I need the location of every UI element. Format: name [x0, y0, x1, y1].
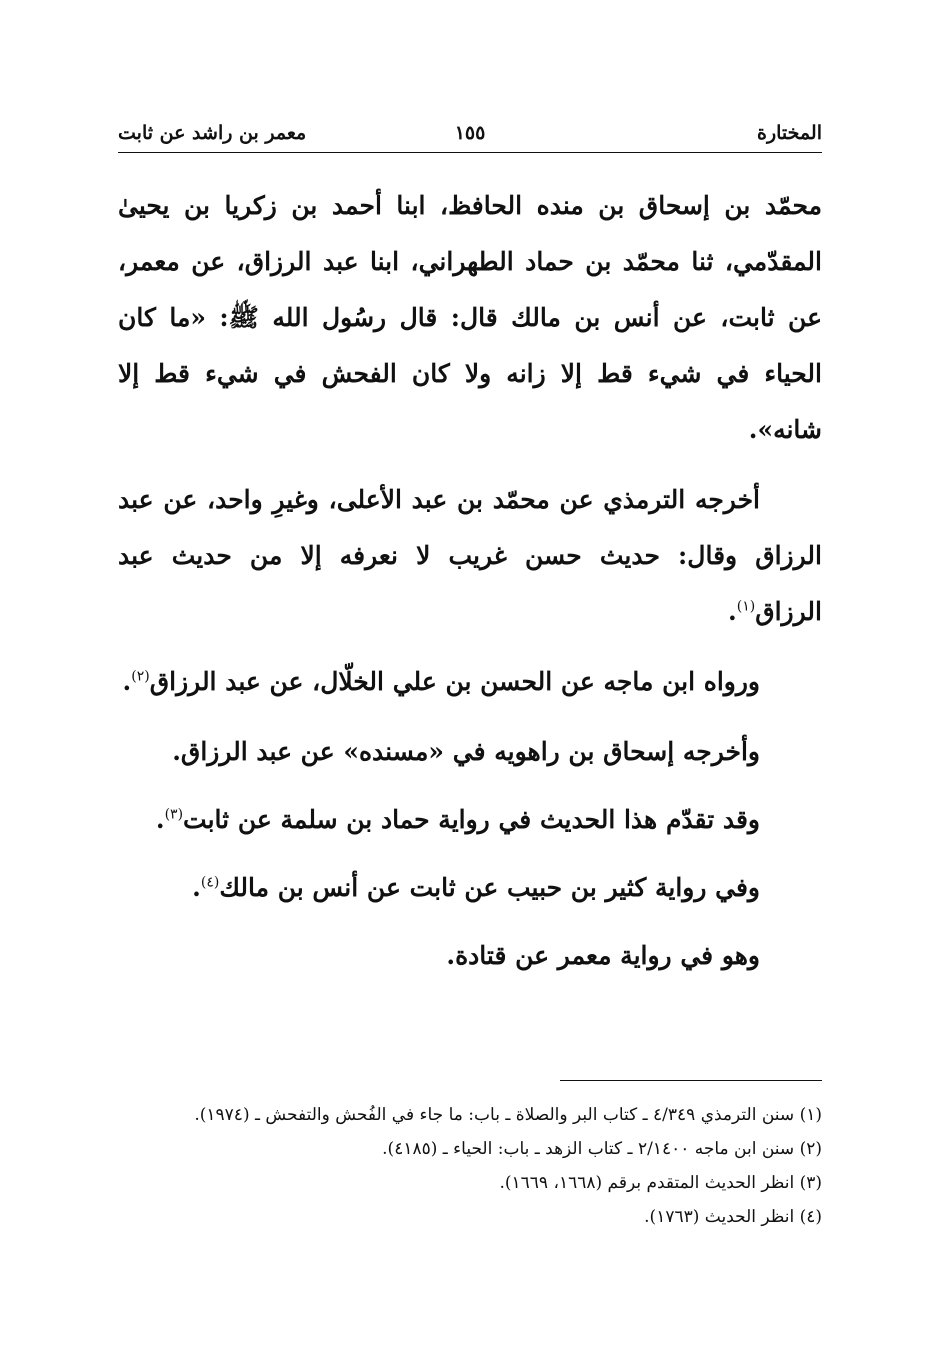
paragraph-text: وقد تقدّم هذا الحديث في رواية حماد بن سلمة عن ثابت: [183, 805, 760, 834]
paragraph-ibn-majah: [118, 654, 822, 710]
footnote-divider: [560, 1080, 822, 1081]
header-book-title: المختارة: [757, 122, 822, 144]
footnote-ref[interactable]: (٢): [131, 668, 150, 685]
paragraph-isnad: محمّد بن إسحاق بن منده الحافظ، ابنا أحمد بن زكريا بن يحيىٰ المقدّمي، ثنا محمّد بن حماد الطهراني، ابنا عبد الرزاق، عن معمر، عن ثابت، عن أنس بن مالك قال: قال رسُول الله ﷺ: «ما كان الحياء في شيء قط إلا زانه ولا كان الفحش في شيء قط إلا شانه».: [118, 191, 822, 444]
page-number: ١٥٥: [454, 122, 486, 144]
paragraph-end: .: [192, 873, 201, 902]
footnote-item: (١) سنن الترمذي ٤/٣٤٩ ـ كتاب البر والصلاة ـ باب: ما جاء في الفُحش والتفحش ـ (١٩٧٤).: [194, 1105, 822, 1125]
paragraph-end: .: [155, 805, 165, 834]
footnote-ref[interactable]: (١): [736, 598, 756, 615]
paragraph-tirmidhi: [118, 472, 822, 640]
paragraph-hammad: [118, 792, 760, 848]
footnote-item: (٣) انظر الحديث المتقدم برقم (١٦٦٨، ١٦٦٩).: [499, 1173, 822, 1193]
footnote-item: (٤) انظر الحديث (١٧٦٣).: [644, 1207, 822, 1227]
running-header: [118, 118, 822, 153]
paragraph-ibn-rahwayh: وأخرجه إسحاق بن راهويه في «مسنده» عن عبد الرزاق.: [172, 737, 760, 766]
main-text: [118, 178, 822, 996]
paragraph-qatada: وهو في رواية معمر عن قتادة.: [446, 941, 760, 970]
paragraph-end: .: [122, 667, 132, 696]
paragraph-end: .: [728, 597, 737, 626]
footnote-item: (٢) سنن ابن ماجه ٢/١٤٠٠ ـ كتاب الزهد ـ باب: الحياء ـ (٤١٨٥).: [382, 1139, 822, 1159]
paragraph-kathir: [118, 860, 760, 916]
header-chapter-title: معمر بن راشد عن ثابت: [118, 122, 307, 144]
paragraph-text: أخرجه الترمذي عن محمّد بن عبد الأعلى، وغيرِ واحد، عن عبد الرزاق وقال: حديث حسن غريب لا نعرفه إلا من حديث عبد الرزاق: [118, 485, 822, 626]
footnote-ref[interactable]: (٤): [200, 874, 220, 891]
footnotes: [110, 1098, 822, 1234]
paragraph-text: وفي رواية كثير بن حبيب عن ثابت عن أنس بن مالك: [219, 873, 760, 902]
paragraph-text: ورواه ابن ماجه عن الحسن بن علي الخلّال، عن عبد الرزاق: [149, 667, 760, 696]
footnote-ref[interactable]: (٣): [164, 806, 184, 823]
